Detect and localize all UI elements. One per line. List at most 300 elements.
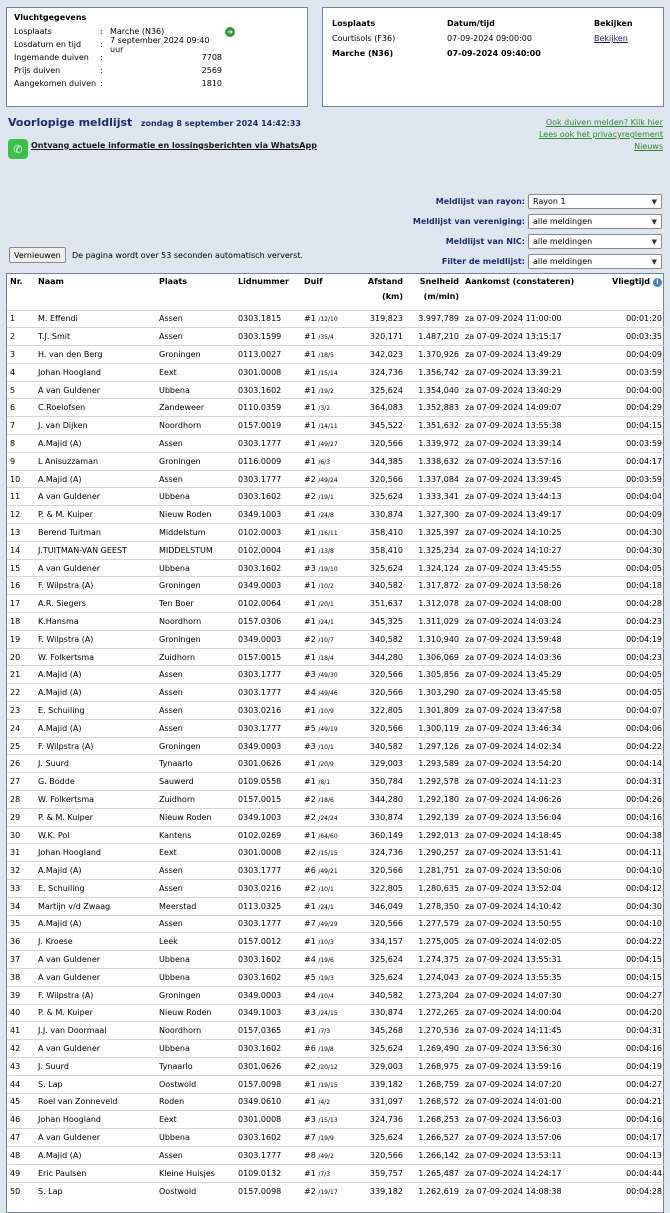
bird-rank: #1: [304, 314, 316, 324]
bird-rank: #1: [304, 1079, 316, 1089]
cell-flight: 00:04:05: [596, 559, 665, 577]
cell-bird: [301, 719, 357, 737]
cell-place: Eext: [156, 844, 235, 862]
view-link[interactable]: Bekijken: [594, 34, 628, 43]
cell-flight: 00:04:05: [596, 666, 665, 684]
bird-sub: /64/60: [318, 832, 338, 840]
flight-info-row: [14, 51, 300, 64]
bird-sub: /24/24: [318, 814, 338, 822]
bird-rank: #1: [304, 652, 316, 662]
cell-nr: 4: [7, 363, 35, 381]
cell-speed: 1.292,578: [406, 773, 462, 791]
table-row: [7, 399, 665, 417]
table-row: [7, 684, 665, 702]
cell-flight: 00:04:06: [596, 719, 665, 737]
cell-nr: 6: [7, 399, 35, 417]
cell-bird: [301, 1164, 357, 1182]
cell-nr: 1: [7, 310, 35, 328]
cell-bird: [301, 310, 357, 328]
cell-distance: 320,566: [357, 1146, 406, 1164]
col-distance-unit: (km): [382, 292, 403, 301]
bird-sub: /10/9: [318, 707, 334, 715]
bird-rank: #5: [304, 972, 316, 982]
cell-arrival: za 07-09-2024 13:50:55: [462, 915, 596, 933]
release-datetime: 07-09-2024 09:40:00: [447, 49, 541, 58]
cell-flight: 00:04:17: [596, 1129, 665, 1147]
flight-info-value: Marche (N36): [110, 27, 165, 36]
cell-place: Eext: [156, 1111, 235, 1129]
table-row: [7, 346, 665, 364]
cell-place: Assen: [156, 470, 235, 488]
table-row: [7, 951, 665, 969]
filter-list-select[interactable]: [528, 254, 662, 269]
cell-distance: 325,624: [357, 1040, 406, 1058]
bird-rank: #4: [304, 990, 316, 1000]
table-row: [7, 363, 665, 381]
cell-nr: 35: [7, 915, 35, 933]
col-speed-label: Snelheid: [419, 277, 459, 286]
cell-arrival: za 07-09-2024 14:07:30: [462, 986, 596, 1004]
bird-rank: #7: [304, 1133, 316, 1143]
cell-flight: 00:03:59: [596, 470, 665, 488]
cell-nr: 14: [7, 541, 35, 559]
cell-distance: 325,624: [357, 951, 406, 969]
cell-speed: 1.266,142: [406, 1146, 462, 1164]
cell-member: 0157.0015: [235, 648, 301, 666]
refresh-button[interactable]: Vernieuwen: [9, 247, 66, 263]
cell-bird: [301, 968, 357, 986]
cell-name: K.Hansma: [35, 613, 156, 631]
col-name: Naam: [38, 277, 64, 286]
cell-flight: 00:04:28: [596, 595, 665, 613]
filter-club-label: Meldlijst van vereniging:: [412, 217, 525, 226]
cell-nr: 18: [7, 613, 35, 631]
cell-bird: [301, 1004, 357, 1022]
bird-sub: /49/29: [318, 921, 338, 929]
cell-speed: 1.487,210: [406, 328, 462, 346]
cell-flight: 00:04:15: [596, 951, 665, 969]
chevron-down-icon: ▼: [651, 257, 657, 266]
cell-nr: 44: [7, 1075, 35, 1093]
bird-sub: /14/11: [318, 423, 338, 431]
cell-member: 0157.0306: [235, 613, 301, 631]
cell-bird: [301, 399, 357, 417]
page-date: zondag 8 september 2024 14:42:33: [140, 119, 301, 128]
cell-flight: 00:04:14: [596, 755, 665, 773]
cell-name: Eric Paulsen: [35, 1164, 156, 1182]
cell-place: Groningen: [156, 346, 235, 364]
cell-speed: 1.274,375: [406, 951, 462, 969]
table-row: [7, 648, 665, 666]
cell-member: 0109.0558: [235, 773, 301, 791]
cell-name: A van Guldener: [35, 968, 156, 986]
cell-bird: [301, 933, 357, 951]
bird-sub: /10/7: [318, 636, 334, 644]
cell-flight: 00:04:44: [596, 1164, 665, 1182]
cell-member: 0303.1777: [235, 470, 301, 488]
cell-distance: 330,874: [357, 1004, 406, 1022]
cell-bird: [301, 595, 357, 613]
flight-info-row: [14, 64, 300, 77]
cell-bird: [301, 844, 357, 862]
bird-rank: #2: [304, 848, 316, 858]
bird-sub: /10/1: [318, 885, 334, 893]
cell-arrival: za 07-09-2024 13:54:20: [462, 755, 596, 773]
cell-name: A van Guldener: [35, 381, 156, 399]
cell-speed: 1.293,589: [406, 755, 462, 773]
bird-sub: /12/10: [318, 316, 338, 324]
filter-nic-select[interactable]: [528, 234, 662, 249]
cell-place: Assen: [156, 666, 235, 684]
cell-nr: 34: [7, 897, 35, 915]
bird-rank: #6: [304, 1044, 316, 1054]
cell-name: A van Guldener: [35, 951, 156, 969]
cell-arrival: za 07-09-2024 14:06:26: [462, 791, 596, 809]
cell-bird: [301, 346, 357, 364]
bird-rank: #1: [304, 349, 316, 359]
cell-place: Zandeweer: [156, 399, 235, 417]
filter-club-select[interactable]: [528, 214, 662, 229]
flight-info-value: 7708: [201, 53, 222, 62]
cell-bird: [301, 577, 357, 595]
cell-name: Johan Hoogland: [35, 844, 156, 862]
top-links: [539, 117, 663, 153]
cell-flight: 00:04:22: [596, 737, 665, 755]
cell-distance: 360,149: [357, 826, 406, 844]
cell-member: 0110.0359: [235, 399, 301, 417]
cell-place: Assen: [156, 862, 235, 880]
cell-member: 0301.0008: [235, 1111, 301, 1129]
cell-distance: 331,097: [357, 1093, 406, 1111]
cell-bird: [301, 328, 357, 346]
cell-nr: 50: [7, 1182, 35, 1200]
cell-flight: 00:04:18: [596, 577, 665, 595]
cell-arrival: za 07-09-2024 14:09:07: [462, 399, 596, 417]
cell-member: 0303.1602: [235, 488, 301, 506]
cell-flight: 00:04:21: [596, 1093, 665, 1111]
cell-name: A.Majid (A): [35, 470, 156, 488]
cell-name: A van Guldener: [35, 488, 156, 506]
table-row: [7, 452, 665, 470]
table-row: [7, 1146, 665, 1164]
privacy-link[interactable]: Lees ook het privacyreglement: [538, 130, 663, 139]
bird-sub: /49/2: [318, 1152, 334, 1160]
bird-sub: /19/9: [318, 1135, 334, 1143]
cell-member: 0303.1777: [235, 435, 301, 453]
cell-member: 0113.0027: [235, 346, 301, 364]
table-row: [7, 862, 665, 880]
bird-sub: /19/6: [318, 957, 334, 965]
cell-arrival: za 07-09-2024 14:18:45: [462, 826, 596, 844]
cell-bird: [301, 541, 357, 559]
cell-place: Groningen: [156, 452, 235, 470]
chevron-down-icon: ▼: [651, 217, 657, 226]
cell-speed: 1.333,341: [406, 488, 462, 506]
bird-rank: #1: [304, 581, 316, 591]
cell-member: 0102.0004: [235, 541, 301, 559]
cell-name: P. & M. Kuiper: [35, 808, 156, 826]
cell-member: 0157.0365: [235, 1022, 301, 1040]
cell-nr: 38: [7, 968, 35, 986]
table-row: [7, 1164, 665, 1182]
cell-member: 0157.0019: [235, 417, 301, 435]
cell-place: Tynaarlo: [156, 755, 235, 773]
cell-place: Zuidhorn: [156, 648, 235, 666]
cell-flight: 00:04:16: [596, 1111, 665, 1129]
bird-sub: /16/11: [318, 529, 338, 537]
cell-distance: 358,410: [357, 541, 406, 559]
refresh-note: De pagina wordt over 53 seconden automatisch ververst.: [72, 251, 303, 260]
bird-rank: #1: [304, 421, 316, 431]
bird-sub: /49/24: [318, 476, 338, 484]
bird-rank: #1: [304, 830, 316, 840]
release-header-row: [332, 16, 654, 31]
flight-info-value: 1810: [201, 79, 222, 88]
filter-rayon-select[interactable]: [528, 194, 662, 209]
cell-speed: 1.356,742: [406, 363, 462, 381]
cell-speed: 1.268,975: [406, 1057, 462, 1075]
cell-distance: 320,566: [357, 915, 406, 933]
cell-place: Oostwold: [156, 1182, 235, 1200]
cell-distance: 320,566: [357, 666, 406, 684]
cell-arrival: za 07-09-2024 13:47:58: [462, 702, 596, 720]
cell-arrival: za 07-09-2024 14:11:23: [462, 773, 596, 791]
cell-member: 0349.1003: [235, 506, 301, 524]
cell-nr: 25: [7, 737, 35, 755]
cell-nr: 11: [7, 488, 35, 506]
bird-sub: /15/13: [318, 1117, 338, 1125]
whatsapp-link[interactable]: Ontvang actuele informatie en lossingsberichten via WhatsApp: [31, 140, 317, 150]
filter-rayon-label: Meldlijst van rayon:: [435, 197, 525, 206]
cell-bird: [301, 702, 357, 720]
cell-member: 0102.0064: [235, 595, 301, 613]
cell-flight: 00:04:10: [596, 915, 665, 933]
table-row: [7, 630, 665, 648]
cell-bird: [301, 1075, 357, 1093]
whatsapp-banner[interactable]: [8, 139, 317, 159]
bird-sub: /20/12: [318, 1063, 338, 1071]
release-datetime: 07-09-2024 09:00:00: [447, 34, 532, 43]
cell-speed: 1.351,632: [406, 417, 462, 435]
cell-arrival: za 07-09-2024 13:49:29: [462, 346, 596, 364]
cell-distance: 364,083: [357, 399, 406, 417]
cell-nr: 9: [7, 452, 35, 470]
cell-name: A.Majid (A): [35, 666, 156, 684]
cell-speed: 1.268,572: [406, 1093, 462, 1111]
cell-flight: 00:04:19: [596, 1057, 665, 1075]
cell-name: J. Kroese: [35, 933, 156, 951]
cell-arrival: za 07-09-2024 14:03:36: [462, 648, 596, 666]
cell-member: 0303.1777: [235, 1146, 301, 1164]
cell-arrival: za 07-09-2024 14:00:04: [462, 1004, 596, 1022]
cell-member: 0303.1599: [235, 328, 301, 346]
cell-arrival: za 07-09-2024 14:10:27: [462, 541, 596, 559]
cell-place: Assen: [156, 310, 235, 328]
report-birds-link[interactable]: Ook duiven melden? Klik hier: [545, 118, 663, 127]
cell-place: Ubbena: [156, 559, 235, 577]
cell-name: A.Majid (A): [35, 435, 156, 453]
arrow-right-icon[interactable]: ➜: [225, 27, 235, 37]
col-arrival: Aankomst (constateren): [465, 277, 575, 286]
table-row: [7, 1182, 665, 1200]
bird-sub: /15/14: [318, 369, 338, 377]
cell-member: 0157.0098: [235, 1182, 301, 1200]
cell-arrival: za 07-09-2024 14:08:00: [462, 595, 596, 613]
cell-name: A van Guldener: [35, 1040, 156, 1058]
cell-member: 0303.1602: [235, 559, 301, 577]
cell-bird: [301, 452, 357, 470]
cell-bird: [301, 1182, 357, 1200]
cell-name: W.K. Pol: [35, 826, 156, 844]
bird-sub: /7/3: [318, 1170, 331, 1178]
cell-distance: 319,823: [357, 310, 406, 328]
cell-distance: 325,624: [357, 381, 406, 399]
chevron-down-icon: ▼: [651, 197, 657, 206]
cell-bird: [301, 630, 357, 648]
cell-nr: 22: [7, 684, 35, 702]
cell-arrival: za 07-09-2024 14:07:20: [462, 1075, 596, 1093]
cell-distance: 324,736: [357, 1111, 406, 1129]
cell-nr: 23: [7, 702, 35, 720]
cell-nr: 45: [7, 1093, 35, 1111]
table-row: [7, 1093, 665, 1111]
cell-flight: 00:03:59: [596, 363, 665, 381]
flight-info-value: 2569: [201, 66, 222, 75]
bird-rank: #1: [304, 545, 316, 555]
col-member: Lidnummer: [238, 277, 289, 286]
cell-name: A van Guldener: [35, 1129, 156, 1147]
cell-name: M. Effendi: [35, 310, 156, 328]
cell-place: Ten Boer: [156, 595, 235, 613]
cell-arrival: za 07-09-2024 13:56:03: [462, 1111, 596, 1129]
cell-bird: [301, 666, 357, 684]
cell-member: 0116.0009: [235, 452, 301, 470]
cell-flight: 00:04:30: [596, 541, 665, 559]
cell-speed: 1.266,527: [406, 1129, 462, 1147]
cell-nr: 27: [7, 773, 35, 791]
cell-bird: [301, 524, 357, 542]
cell-flight: 00:04:13: [596, 1146, 665, 1164]
bird-rank: #2: [304, 492, 316, 502]
cell-arrival: za 07-09-2024 13:56:04: [462, 808, 596, 826]
bird-rank: #1: [304, 937, 316, 947]
cell-nr: 47: [7, 1129, 35, 1147]
table-row: [7, 773, 665, 791]
cell-nr: 48: [7, 1146, 35, 1164]
cell-arrival: za 07-09-2024 13:40:29: [462, 381, 596, 399]
filter-rayon-value: Rayon 1: [533, 197, 566, 206]
cell-member: 0303.1602: [235, 1129, 301, 1147]
cell-arrival: za 07-09-2024 13:39:21: [462, 363, 596, 381]
cell-speed: 1.290,257: [406, 844, 462, 862]
cell-flight: 00:04:28: [596, 1182, 665, 1200]
cell-distance: 359,757: [357, 1164, 406, 1182]
bird-sub: /19/1: [318, 494, 334, 502]
flight-info-row: [14, 77, 300, 90]
cell-place: Kantens: [156, 826, 235, 844]
cell-flight: 00:04:15: [596, 968, 665, 986]
cell-bird: [301, 684, 357, 702]
bird-sub: /19/2: [318, 387, 334, 395]
cell-speed: 1.297,126: [406, 737, 462, 755]
cell-speed: 1.262,619: [406, 1182, 462, 1200]
cell-nr: 39: [7, 986, 35, 1004]
cell-flight: 00:04:30: [596, 897, 665, 915]
cell-place: Kleine Huisjes: [156, 1164, 235, 1182]
cell-arrival: za 07-09-2024 13:55:35: [462, 968, 596, 986]
cell-speed: 1.280,635: [406, 880, 462, 898]
bird-sub: /10/3: [318, 939, 334, 947]
bird-rank: #1: [304, 438, 316, 448]
info-icon[interactable]: i: [653, 278, 662, 287]
cell-speed: 1.306,069: [406, 648, 462, 666]
cell-member: 0303.1602: [235, 381, 301, 399]
cell-nr: 12: [7, 506, 35, 524]
cell-distance: 325,624: [357, 488, 406, 506]
cell-place: Tynaarlo: [156, 1057, 235, 1075]
bird-sub: /4/2: [318, 1099, 331, 1107]
cell-distance: 344,280: [357, 648, 406, 666]
filter-list-label: Filter de meldlijst:: [441, 257, 525, 266]
news-link[interactable]: Nieuws: [634, 142, 663, 151]
table-row: [7, 1040, 665, 1058]
cell-bird: [301, 791, 357, 809]
cell-flight: 00:04:19: [596, 630, 665, 648]
cell-name: P. & M. Kuiper: [35, 506, 156, 524]
bird-sub: /19/15: [318, 1081, 338, 1089]
table-row: [7, 791, 665, 809]
cell-name: T.J. Smit: [35, 328, 156, 346]
filter-list-value: alle meldingen: [533, 257, 593, 266]
page-title-block: [8, 116, 301, 129]
table-row: [7, 613, 665, 631]
cell-name: S. Lap: [35, 1075, 156, 1093]
cell-place: Nieuw Roden: [156, 506, 235, 524]
bird-sub: /19/8: [318, 1046, 334, 1054]
table-row: [7, 844, 665, 862]
table-row: [7, 1129, 665, 1147]
cell-arrival: za 07-09-2024 13:59:48: [462, 630, 596, 648]
cell-flight: 00:04:00: [596, 381, 665, 399]
cell-flight: 00:04:05: [596, 684, 665, 702]
cell-arrival: za 07-09-2024 13:39:14: [462, 435, 596, 453]
cell-distance: 320,566: [357, 719, 406, 737]
cell-nr: 30: [7, 826, 35, 844]
cell-arrival: za 07-09-2024 13:55:31: [462, 951, 596, 969]
cell-speed: 1.292,013: [406, 826, 462, 844]
bird-rank: #8: [304, 1150, 316, 1160]
bird-sub: /10/2: [318, 583, 334, 591]
bird-rank: #1: [304, 1168, 316, 1178]
cell-name: F. Wilpstra (A): [35, 737, 156, 755]
cell-distance: 325,624: [357, 1129, 406, 1147]
cell-nr: 49: [7, 1164, 35, 1182]
cell-distance: 346,049: [357, 897, 406, 915]
cell-speed: 1.337,084: [406, 470, 462, 488]
table-row: [7, 595, 665, 613]
table-header-row: [7, 274, 665, 310]
cell-name: W. Folkertsma: [35, 648, 156, 666]
cell-name: A.Majid (A): [35, 862, 156, 880]
cell-flight: 00:03:59: [596, 435, 665, 453]
bird-rank: #1: [304, 510, 316, 520]
cell-arrival: za 07-09-2024 11:00:00: [462, 310, 596, 328]
cell-place: Oostwold: [156, 1075, 235, 1093]
filter-list: [442, 254, 662, 269]
bird-sub: /24/8: [318, 512, 334, 520]
cell-name: F. Wilpstra (A): [35, 986, 156, 1004]
cell-distance: 320,566: [357, 470, 406, 488]
